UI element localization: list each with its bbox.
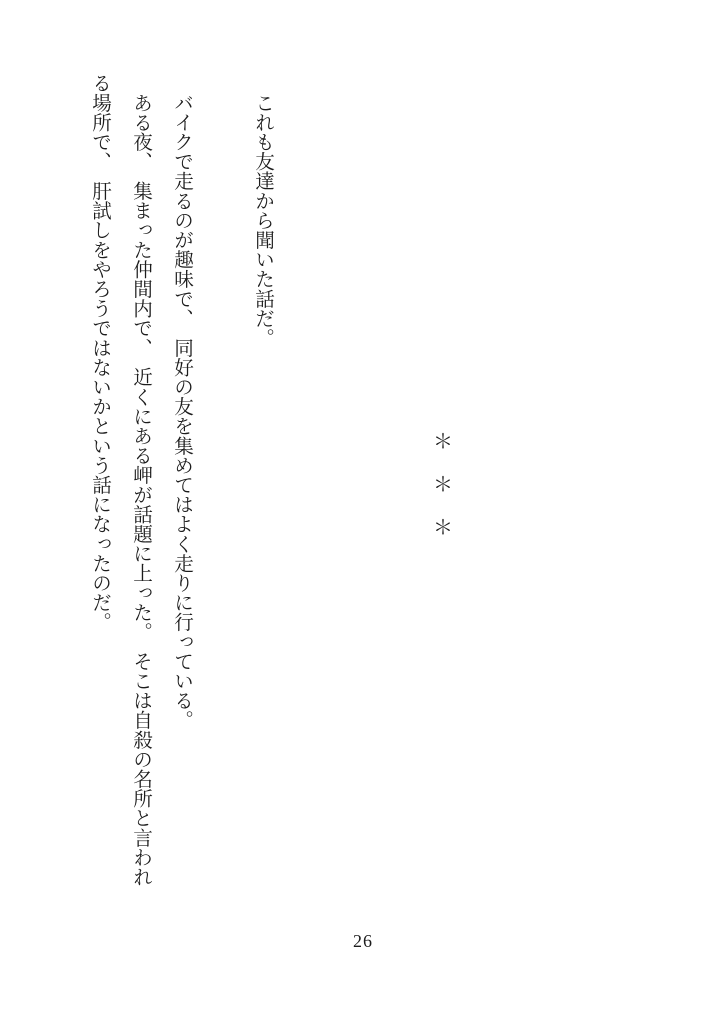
asterisk-glyph: ＊ — [433, 517, 453, 539]
text-line-paragraph-3-line-1: ある夜、 集まった仲間内で、 近くにある岬が話題に上った。 そこは自殺の名所と言われ — [129, 73, 151, 887]
page-number: 26 — [353, 931, 373, 951]
asterisk-glyph: ＊ — [433, 474, 453, 496]
text-line-paragraph-2-line-1: バイクで走るのが趣味で、 同好の友を集めてはよく走りに行っている。 — [170, 73, 192, 730]
scene-break-marker — [433, 432, 453, 538]
text-line-opening: これも友達から聞いた話だ。 — [251, 73, 273, 348]
asterisk-glyph: ＊ — [433, 431, 453, 453]
text-line-paragraph-3-line-2: る場所で、 肝試しをやろうではないかという話になったのだ。 — [88, 73, 110, 632]
